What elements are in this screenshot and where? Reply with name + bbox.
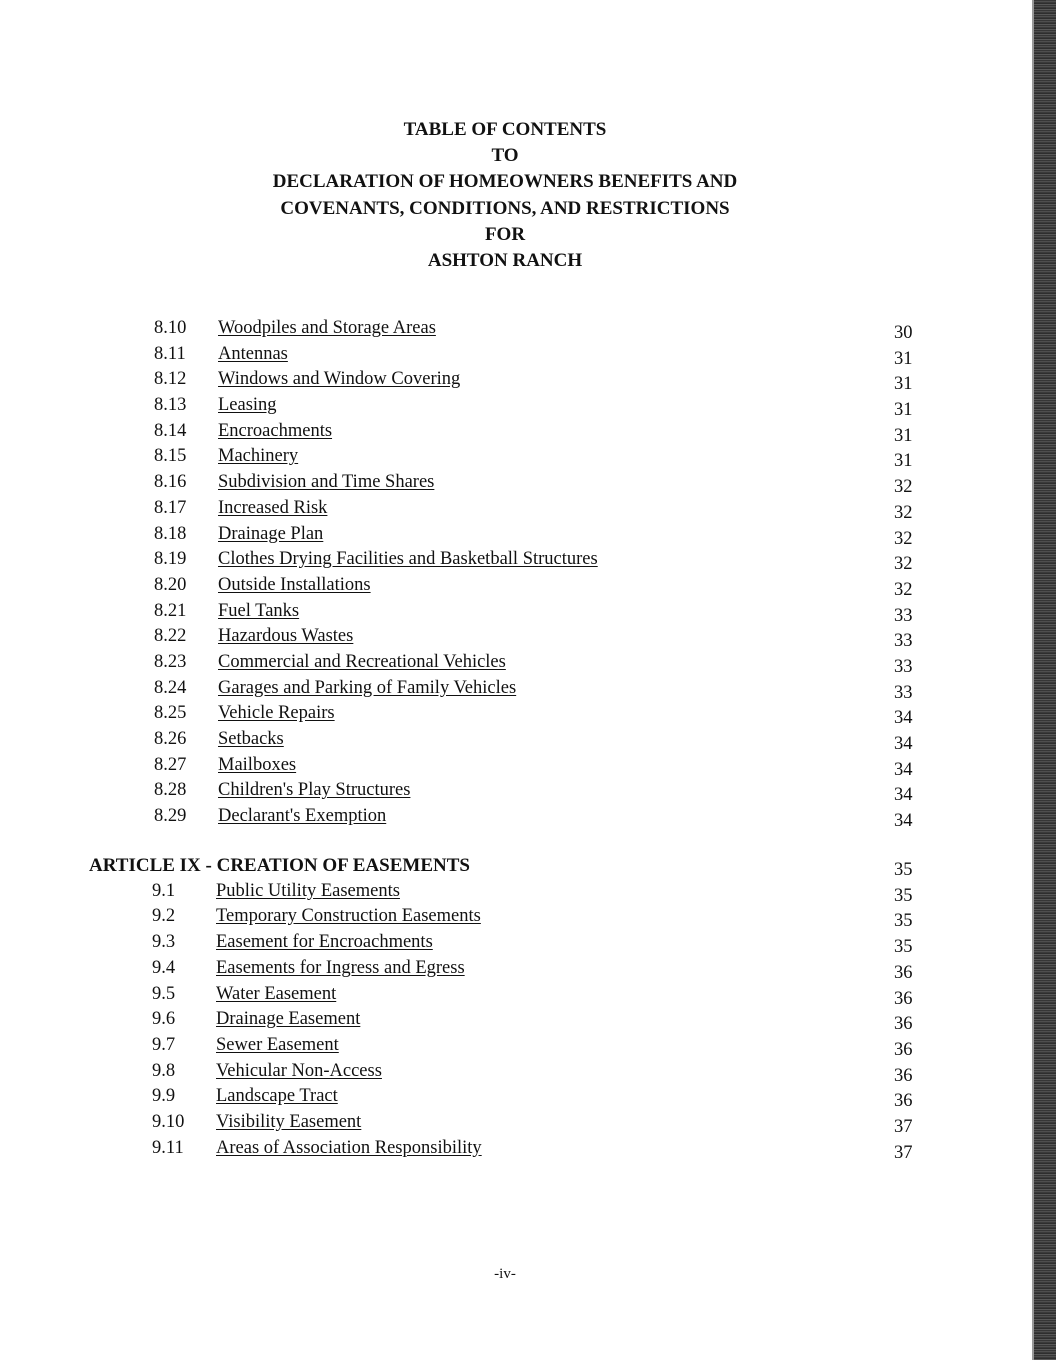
entry-number: 9.9 xyxy=(152,1086,176,1107)
entry-page-number: 33 xyxy=(894,631,913,652)
entry-number: 8.22 xyxy=(154,626,187,647)
entry-page-number: 34 xyxy=(894,708,913,729)
toc-entry[interactable] xyxy=(0,575,1010,601)
entry-title-link[interactable]: Vehicular Non-Access xyxy=(216,1060,382,1081)
toc-entry[interactable] xyxy=(0,984,1010,1010)
entry-page-number: 35 xyxy=(894,911,913,932)
entry-number: 8.19 xyxy=(154,549,187,570)
entry-number: 8.18 xyxy=(154,523,187,544)
entry-number: 8.13 xyxy=(154,395,187,416)
entry-title-link[interactable]: Windows and Window Covering xyxy=(218,369,461,390)
scan-edge xyxy=(1034,0,1056,1360)
entry-title-link[interactable]: Increased Risk xyxy=(218,497,328,518)
entry-page-number: 35 xyxy=(894,885,913,906)
entry-title-link[interactable]: Declarant's Exemption xyxy=(218,806,387,827)
title-line: ASHTON RANCH xyxy=(427,250,583,272)
entry-page-number: 36 xyxy=(894,962,913,983)
entry-title-link[interactable]: Setbacks xyxy=(218,729,284,749)
entry-page-number: 32 xyxy=(894,502,913,523)
entry-number: 9.1 xyxy=(152,880,176,901)
entry-page-number: 33 xyxy=(894,605,913,626)
section-gap xyxy=(0,832,1010,855)
entry-page-number: 31 xyxy=(894,451,913,472)
entry-page-number: 32 xyxy=(894,477,913,498)
entry-page-number: 34 xyxy=(894,785,913,806)
article-heading-row[interactable] xyxy=(0,855,1010,881)
toc-entry[interactable] xyxy=(0,678,1010,704)
entry-number: 8.28 xyxy=(154,780,187,801)
entry-title-link[interactable]: Temporary Construction Easements xyxy=(216,906,481,927)
entry-page-number: 36 xyxy=(894,988,913,1009)
entry-page-number: 34 xyxy=(894,759,913,780)
entry-number: 8.24 xyxy=(154,677,187,698)
article-heading: ARTICLE IX - CREATION OF EASEMENTS xyxy=(89,854,470,876)
toc-entry[interactable] xyxy=(0,318,1010,344)
table-of-contents xyxy=(0,318,1010,1163)
toc-entry[interactable] xyxy=(0,1035,1010,1061)
toc-entry[interactable] xyxy=(0,369,1010,395)
entry-title-link[interactable]: Areas of Association Responsibility xyxy=(216,1137,482,1158)
entry-number: 9.10 xyxy=(152,1111,185,1132)
entry-page-number: 36 xyxy=(894,1091,913,1112)
entry-page-number: 35 xyxy=(894,937,913,958)
entry-number: 9.11 xyxy=(152,1137,184,1158)
title-line: COVENANTS, CONDITIONS, AND RESTRICTIONS xyxy=(280,197,730,219)
toc-entry[interactable] xyxy=(0,755,1010,781)
entry-title-link[interactable]: Sewer Easement xyxy=(216,1034,339,1055)
toc-entry[interactable] xyxy=(0,498,1010,524)
entry-number: 8.16 xyxy=(154,472,187,493)
article-page-number: 35 xyxy=(894,859,913,880)
entry-number: 8.25 xyxy=(154,703,187,724)
entry-page-number: 30 xyxy=(894,323,913,343)
toc-entry[interactable] xyxy=(0,806,1010,832)
entry-title-link[interactable]: Clothes Drying Facilities and Basketball Structures xyxy=(218,549,598,570)
entry-number: 8.29 xyxy=(154,806,187,827)
entry-title-link[interactable]: Machinery xyxy=(218,446,299,467)
entry-title-link[interactable]: Drainage Plan xyxy=(218,523,324,544)
toc-entry[interactable] xyxy=(0,601,1010,627)
article-9-list xyxy=(0,881,1010,1164)
title-line: TABLE OF CONTENTS xyxy=(403,119,607,140)
toc-entry[interactable] xyxy=(0,524,1010,550)
entry-number: 9.3 xyxy=(152,932,176,953)
toc-entry[interactable] xyxy=(0,729,1010,755)
entry-page-number: 37 xyxy=(894,1116,913,1137)
entry-page-number: 36 xyxy=(894,1039,913,1060)
entry-title-link[interactable]: Encroachments xyxy=(218,420,333,441)
toc-entry[interactable] xyxy=(0,472,1010,498)
entry-page-number: 31 xyxy=(894,400,913,421)
entry-number: 8.21 xyxy=(154,600,187,621)
entry-title-link[interactable]: Easement for Encroachments xyxy=(216,932,433,953)
title-line: TO xyxy=(491,145,519,167)
entry-title-link[interactable]: Commercial and Recreational Vehicles xyxy=(218,651,506,672)
entry-title-link[interactable]: Landscape Tract xyxy=(216,1086,338,1107)
entry-number: 8.12 xyxy=(154,369,187,390)
entry-number: 8.14 xyxy=(154,420,187,441)
entry-number: 8.10 xyxy=(154,318,187,338)
entry-page-number: 33 xyxy=(894,656,913,677)
entry-number: 8.20 xyxy=(154,574,187,595)
entry-title-link[interactable]: Garages and Parking of Family Vehicles xyxy=(218,677,517,698)
entry-title-link[interactable]: Leasing xyxy=(218,395,277,416)
toc-entry[interactable] xyxy=(0,1112,1010,1138)
entry-title-link[interactable]: Vehicle Repairs xyxy=(218,703,335,724)
entry-title-link[interactable]: Subdivision and Time Shares xyxy=(218,472,435,493)
toc-entry[interactable] xyxy=(0,881,1010,907)
toc-entry[interactable] xyxy=(0,446,1010,472)
entry-title-link[interactable]: Hazardous Wastes xyxy=(218,626,354,647)
entry-page-number: 32 xyxy=(894,528,913,549)
document-title xyxy=(0,117,1010,274)
entry-number: 8.26 xyxy=(154,729,187,749)
entry-page-number: 32 xyxy=(894,579,913,600)
toc-entry[interactable] xyxy=(0,652,1010,678)
entry-number: 8.11 xyxy=(154,343,186,364)
entry-page-number: 36 xyxy=(894,1014,913,1035)
toc-entry[interactable] xyxy=(0,958,1010,984)
entry-number: 9.4 xyxy=(152,957,176,978)
entry-number: 9.5 xyxy=(152,983,176,1004)
toc-entry[interactable] xyxy=(0,780,1010,806)
toc-entry[interactable] xyxy=(0,1061,1010,1087)
entry-title-link[interactable]: Public Utility Easements xyxy=(216,880,400,901)
entry-number: 9.2 xyxy=(152,906,176,927)
entry-page-number: 31 xyxy=(894,425,913,446)
entry-number: 8.17 xyxy=(154,497,187,518)
page-footer: -iv- xyxy=(494,1266,516,1282)
toc-entry[interactable] xyxy=(0,1009,1010,1035)
toc-entry[interactable] xyxy=(0,1138,1010,1164)
entry-title-link[interactable]: Woodpiles and Storage Areas xyxy=(218,318,436,338)
entry-title-link[interactable]: Easements for Ingress and Egress xyxy=(216,957,465,978)
entry-page-number: 36 xyxy=(894,1065,913,1086)
entry-page-number: 31 xyxy=(894,374,913,395)
entry-number: 8.27 xyxy=(154,754,187,775)
entry-title-link[interactable]: Water Easement xyxy=(216,983,337,1004)
entry-number: 9.8 xyxy=(152,1060,176,1081)
entry-page-number: 37 xyxy=(894,1142,913,1163)
toc-entry[interactable] xyxy=(0,549,1010,575)
entry-title-link[interactable]: Mailboxes xyxy=(218,754,297,775)
toc-entry[interactable] xyxy=(0,421,1010,447)
toc-entry[interactable] xyxy=(0,344,1010,370)
toc-entry[interactable] xyxy=(0,626,1010,652)
toc-entry[interactable] xyxy=(0,1086,1010,1112)
entry-number: 9.7 xyxy=(152,1034,176,1055)
entry-page-number: 32 xyxy=(894,554,913,575)
entry-page-number: 31 xyxy=(894,348,913,369)
entry-number: 8.23 xyxy=(154,651,187,672)
entry-number: 8.15 xyxy=(154,446,187,467)
entry-page-number: 34 xyxy=(894,734,913,754)
toc-entry[interactable] xyxy=(0,932,1010,958)
entry-page-number: 34 xyxy=(894,811,913,832)
toc-entry[interactable] xyxy=(0,703,1010,729)
entry-title-link[interactable]: Antennas xyxy=(218,343,288,364)
entry-title-link[interactable]: Visibility Easement xyxy=(216,1111,362,1132)
entry-number: 9.6 xyxy=(152,1009,176,1030)
title-line: FOR xyxy=(484,223,526,245)
entry-title-link[interactable]: Drainage Easement xyxy=(216,1009,361,1030)
entry-title-link[interactable]: Fuel Tanks xyxy=(218,600,300,621)
toc-entry[interactable] xyxy=(0,906,1010,932)
toc-entry[interactable] xyxy=(0,395,1010,421)
entry-page-number: 33 xyxy=(894,682,913,703)
title-line: DECLARATION OF HOMEOWNERS BENEFITS AND xyxy=(272,171,738,193)
section-8-list xyxy=(0,318,1010,832)
entry-title-link[interactable]: Outside Installations xyxy=(218,574,371,595)
entry-title-link[interactable]: Children's Play Structures xyxy=(218,780,411,801)
